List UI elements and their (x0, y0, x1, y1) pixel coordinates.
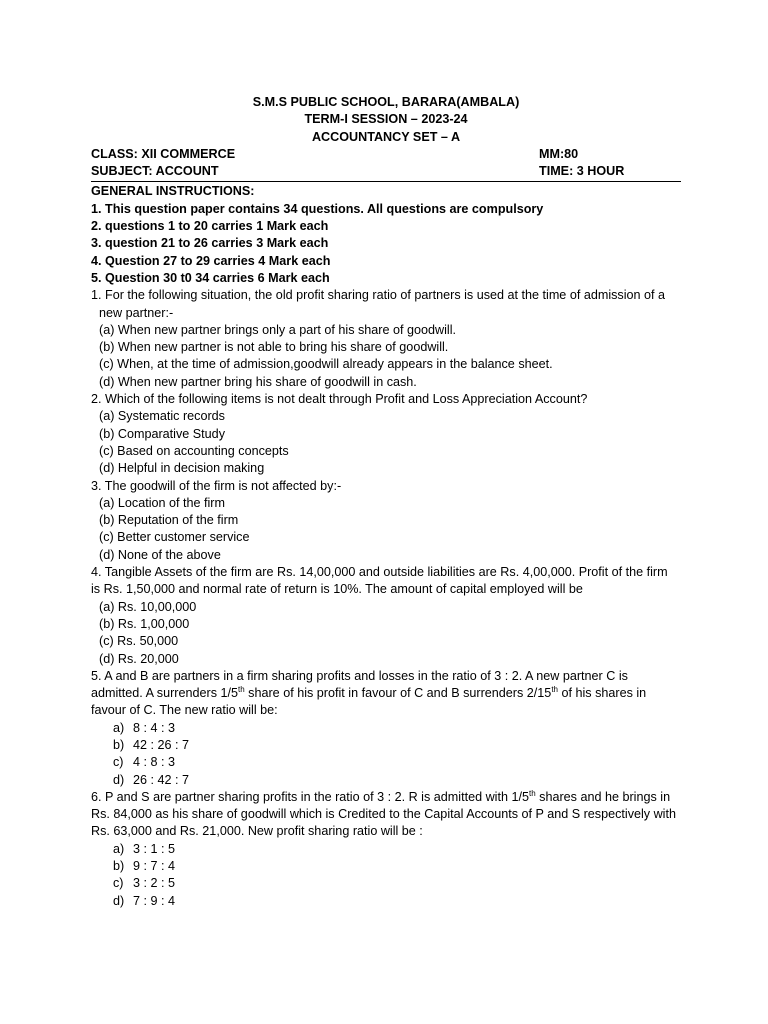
option: (b) When new partner is not able to bring his share of goodwill. (99, 340, 449, 355)
option-text: 26 : 42 : 7 (133, 772, 190, 787)
question-5 (91, 668, 681, 789)
instruction-item: 5. Question 30 t0 34 carries 6 Mark each (91, 270, 330, 285)
text-run: 6. P and S are partner sharing profits in the ratio of 3 : 2. R is admitted with 1/5 (91, 789, 529, 804)
header-divider (91, 181, 681, 182)
class-row (91, 146, 681, 163)
text-run: share of his profit in favour of C and B surrenders 2/15 (244, 686, 552, 701)
option: (a) Location of the firm (99, 495, 225, 510)
question-6 (91, 789, 681, 910)
subject-label: SUBJECT: ACCOUNT (91, 164, 219, 179)
option: (d) None of the above (99, 547, 221, 562)
option: (c) Better customer service (99, 530, 250, 545)
question-text: is Rs. 1,50,000 and normal rate of return is 10%. The amount of capital employed will be (91, 582, 583, 597)
instruction-item: 3. question 21 to 26 carries 3 Mark each (91, 236, 329, 251)
instruction-item: 2. questions 1 to 20 carries 1 Mark each (91, 219, 329, 234)
school-name: S.M.S PUBLIC SCHOOL, BARARA(AMBALA) (252, 95, 520, 109)
superscript: th (528, 788, 536, 798)
option: (d) Rs. 20,000 (99, 651, 179, 666)
instructions-title: GENERAL INSTRUCTIONS: (91, 184, 255, 199)
option-text: 4 : 8 : 3 (133, 755, 176, 770)
option-text: 3 : 1 : 5 (133, 841, 176, 856)
option (91, 720, 681, 737)
option-text: 9 : 7 : 4 (133, 859, 176, 874)
option-label: c) (113, 876, 124, 891)
question-text: Rs. 84,000 as his share of goodwill which is Credited to the Capital Accounts of P and S respectively with (91, 807, 676, 822)
option: (a) When new partner brings only a part of his share of goodwill. (99, 322, 457, 337)
question-4 (91, 564, 681, 668)
option (91, 841, 681, 858)
option (91, 754, 681, 771)
option: (d) Helpful in decision making (99, 461, 265, 476)
option (91, 737, 681, 754)
option-label: a) (113, 841, 125, 856)
instruction-item: 1. This question paper contains 34 questions. All questions are compulsory (91, 201, 544, 216)
superscript: th (238, 684, 245, 694)
option: (b) Comparative Study (99, 426, 225, 441)
option: (b) Rs. 1,00,000 (99, 616, 190, 631)
question-text: Rs. 63,000 and Rs. 21,000. New profit sharing ratio will be : (91, 824, 423, 839)
option (91, 875, 681, 892)
option: (c) Rs. 50,000 (99, 634, 179, 649)
class-label: CLASS: XII COMMERCE (91, 146, 236, 161)
superscript: th (551, 684, 558, 694)
question-3 (91, 478, 681, 564)
question-text: 4. Tangible Assets of the firm are Rs. 14,00,000 and outside liabilities are Rs. 4,00,000. Profit of the firm (91, 565, 668, 580)
option: (a) Systematic records (99, 409, 225, 424)
option: (b) Reputation of the firm (99, 513, 239, 528)
option: (c) Based on accounting concepts (99, 443, 289, 458)
question-1 (91, 287, 681, 391)
subject-row (91, 163, 681, 180)
question-text: 5. A and B are partners in a firm sharing profits and losses in the ratio of 3 : 2. A new partner C is (91, 668, 628, 683)
option (91, 893, 681, 910)
question-text: 1. For the following situation, the old profit sharing ratio of partners is used at the time of admission of a (91, 288, 666, 303)
paper-title: ACCOUNTANCY SET – A (311, 129, 461, 144)
session-title: TERM-I SESSION – 2023-24 (304, 112, 468, 127)
option-text: 3 : 2 : 5 (133, 876, 176, 891)
question-text (91, 789, 681, 806)
text-run: shares and he brings in (535, 789, 671, 804)
option: (c) When, at the time of admission,goodwill already appears in the balance sheet. (99, 357, 553, 372)
option (91, 772, 681, 789)
option-label: a) (113, 720, 125, 735)
question-text: 2. Which of the following items is not dealt through Profit and Loss Appreciation Account? (91, 392, 588, 407)
option-text: 8 : 4 : 3 (133, 720, 176, 735)
instruction-item: 4. Question 27 to 29 carries 4 Mark each (91, 253, 331, 268)
time-label: TIME: 3 HOUR (539, 164, 625, 179)
option-label: d) (113, 772, 125, 787)
option-label: b) (113, 737, 125, 752)
option: (a) Rs. 10,00,000 (99, 599, 197, 614)
option (91, 858, 681, 875)
option-label: d) (113, 893, 125, 908)
text-run: of his shares in (557, 686, 647, 701)
question-paper (91, 94, 681, 910)
max-marks: MM:80 (539, 146, 579, 161)
question-text: 3. The goodwill of the firm is not affected by:- (91, 478, 342, 493)
option-label: c) (113, 755, 124, 770)
question-text (91, 685, 681, 702)
question-2 (91, 391, 681, 477)
option-label: b) (113, 859, 125, 874)
text-run: admitted. A surrenders 1/5 (91, 686, 239, 701)
question-text: favour of C. The new ratio will be: (91, 703, 278, 718)
option-text: 42 : 26 : 7 (133, 737, 190, 752)
question-text: new partner:- (99, 305, 174, 320)
option: (d) When new partner bring his share of goodwill in cash. (99, 374, 417, 389)
option-text: 7 : 9 : 4 (133, 893, 176, 908)
